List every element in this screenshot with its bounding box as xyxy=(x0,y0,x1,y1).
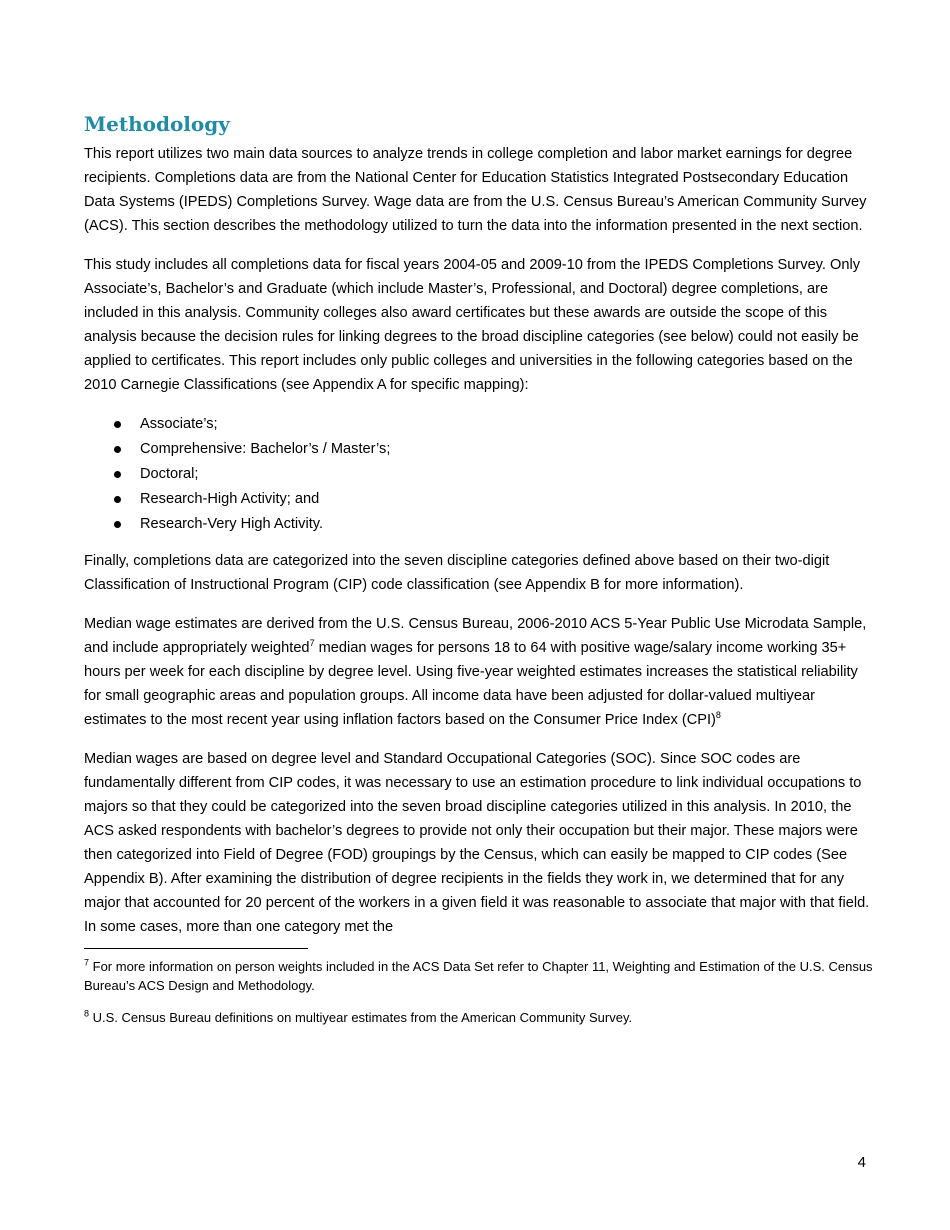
wage-paragraph xyxy=(84,612,874,732)
footnote-text: U.S. Census Bureau definitions on multiyear estimates from the American Community Survey. xyxy=(89,1010,633,1025)
wage-text-part2: median wages for persons 18 to 64 with positive wage/salary income working 35+ hours per week for each discipline by degree level. Using five-year weighted estimates increases the statistical reliability for small geographic areas and population groups. All income data have been adjusted for dollar-valued multiyear estimates to the most recent year using inflation factors based on the Consumer Price Index (CPI) xyxy=(84,640,858,728)
list-item-text: Associate’s; xyxy=(140,416,218,432)
footnote-mark: 8 xyxy=(84,1008,90,1019)
list-item-text: Research-High Activity; and xyxy=(140,491,320,507)
footnote-8 xyxy=(84,1008,874,1027)
bullet-icon xyxy=(114,446,121,453)
wage-text-part1: Median wage estimates are derived from the U.S. Census Bureau, 2006-2010 ACS 5-Year Public Use Microdata Sample, and include appropriately weighted xyxy=(84,616,867,656)
list-item xyxy=(84,512,874,537)
carnegie-category-list xyxy=(84,412,874,537)
section-heading: Methodology xyxy=(84,112,230,136)
footnote-7 xyxy=(84,957,874,995)
footnote-text: For more information on person weights included in the ACS Data Set refer to Chapter 11, Weighting and Estimation of the U.S. Census Bureau’s ACS Design and Methodology. xyxy=(84,959,873,993)
bullet-icon xyxy=(114,496,121,503)
list-item-text: Comprehensive: Bachelor’s / Master’s; xyxy=(140,441,391,457)
bullet-icon xyxy=(114,421,121,428)
list-item-text: Research-Very High Activity. xyxy=(140,516,324,532)
document-page xyxy=(84,110,874,1040)
footnote-divider xyxy=(84,948,308,949)
list-item-text: Doctoral; xyxy=(140,466,199,482)
soc-paragraph: Median wages are based on degree level and Standard Occupational Categories (SOC). Since SOC codes are fundamentally different from CIP codes, it was necessary to use an estimation procedure to link individual occupations to majors so that they could be categorized into the seven broad discipline categories utilized in this analysis. In 2010, the ACS asked respondents with bachelor’s degrees to provide not only their occupation but their major. These majors were then categorized into Field of Degree (FOD) groupings by the Census, which can easily be mapped to CIP codes (See Appendix B). After examining the distribution of degree recipients in the fields they work in, we determined that for any major that accounted for 20 percent of the workers in a given field it was reasonable to associate that major with that field. In some cases, more than one category met the xyxy=(84,751,870,935)
list-item xyxy=(84,437,874,462)
cip-paragraph: Finally, completions data are categorized into the seven discipline categories defined above based on their two-digit Classification of Instructional Program (CIP) code classification (see Appendix B for more information). xyxy=(84,553,830,593)
footnote-ref-8[interactable]: 8 xyxy=(715,710,721,721)
bullet-icon xyxy=(114,471,121,478)
page-number: 4 xyxy=(857,1154,866,1171)
scope-paragraph: This study includes all completions data for fiscal years 2004-05 and 2009-10 from the IPEDS Completions Survey. Only Associate’s, Bachelor’s and Graduate (which include Master’s, Professional, and Doctoral) degree completions, are included in this analysis. Community colleges also award certificates but these awards are outside the scope of this analysis because the decision rules for linking degrees to the broad discipline categories (see below) could not easily be applied to certificates. This report includes only public colleges and universities in the following categories based on the 2010 Carnegie Classifications (see Appendix A for specific mapping): xyxy=(84,257,861,393)
list-item xyxy=(84,412,874,437)
footnote-ref-7[interactable]: 7 xyxy=(309,638,315,649)
bullet-icon xyxy=(114,521,121,528)
list-item xyxy=(84,462,874,487)
footnote-mark: 7 xyxy=(84,957,90,968)
list-item xyxy=(84,487,874,512)
intro-paragraph: This report utilizes two main data sources to analyze trends in college completion and labor market earnings for degree recipients. Completions data are from the National Center for Education Statistics Integrated Postsecondary Education Data Systems (IPEDS) Completions Survey. Wage data are from the U.S. Census Bureau’s American Community Survey (ACS). This section describes the methodology utilized to turn the data into the information presented in the next section. xyxy=(84,146,867,234)
